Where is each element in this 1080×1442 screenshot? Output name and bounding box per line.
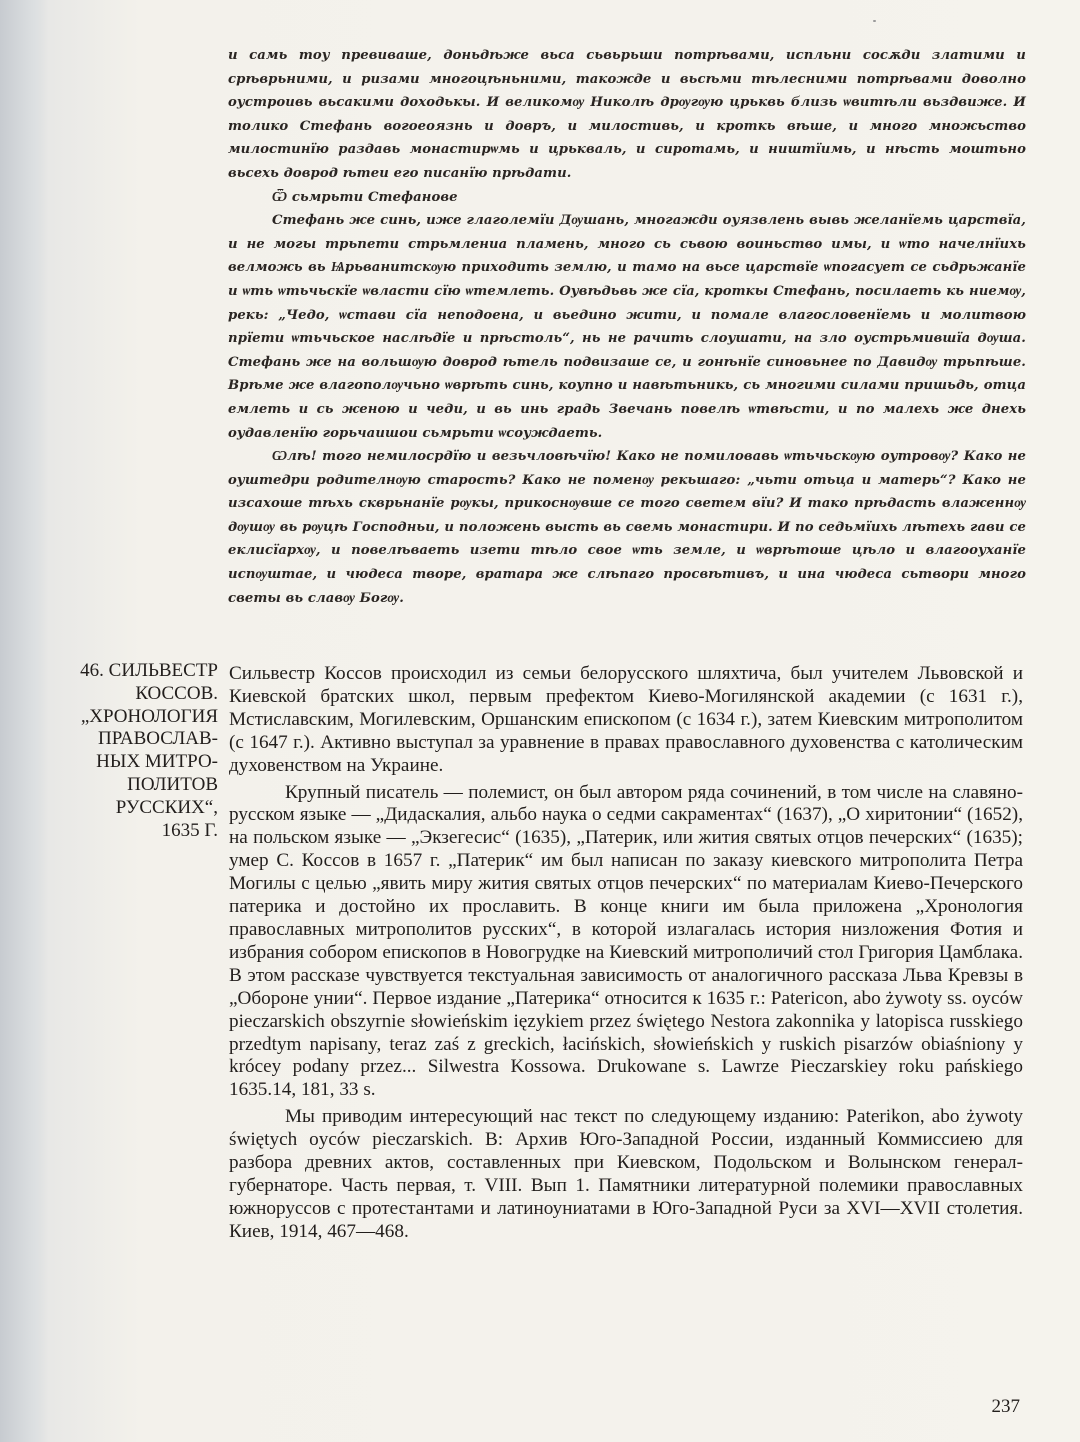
- old-slavonic-text-block: [228, 44, 1026, 610]
- page-number: 237: [991, 1396, 1020, 1417]
- commentary-paragraph-1: Сильвестр Коссов происходил из семьи белорусского шляхтича, был учителем Львовской и Киевской братских школ, первым префектом Киево-Могилянской академии (с 1631 г.), Мстиславским, Могилевским, Оршанским епископом (с 1634 г.), затем Киевским митрополитом (с 1647 г.). Активно выступал за уравнение в правах православного духовенства с католическим духовенством на Украине.: [229, 663, 1023, 776]
- commentary-paragraph-2: Крупный писатель — полемист, он был автором ряда сочинений, в том числе на славяно-русском языке — „Дидаскалия, альбо наука о седми сакраментах“ (1637), „О хиритонии“ (1652), на польском языке — „Экзегесис“ (1635), „Патерик, или жития святых отцов печерских“ (1635); умер С. Коссов в 1657 г. „Патерик“ им был написан по заказу киевского митрополита Петра Могилы с целью „явить миру жития святых отцов печерских“ по материалам Киево-Печерского патерика и достойно их прославить. В конце книги им была приложена „Хронология православных митрополитов русских“, в которой излагалась история низложения Фотия и избрания собором епископов в Новогрудке на Киевский митрополичий стол Григория Цамблака. В этом рассказе чувствуется текстуальная зависимость от аналогичного рассказа Льва Кревзы в „Обороне унии“. Первое издание „Патерика“ относится к 1635 г.: Patericon, abo żywoty ss. oyców pieczarskich obszyrnie słowieńskim ięzykiem przez świętego Nestora zakonnika y latopisca russkiego przedtym napisany, teraz zaś z greckich, łacińskich, słowieńskich y ruskich pisarzów obiaśniony y krócey podany przez... Silwestra Kossowa. Drukowane s. Lawrze Pieczarskiey roku pańskiego 1635.14, 181, 33 s.: [229, 781, 1023, 1101]
- old-slavonic-paragraph-1: и самь тоу превиваше, доньдѣже вьса сьвьрьши потрѣвами, испльни сосѫди златими и срѣврьними, и ризами многоцѣньними, такожде и вьсѣми тѣлесними потрѣвами доволно оустроивь вьсакими доходькы. И великомѹ Николѣ дрѹгѹю црьквь близь ѡвитѣли вьздвиже. И толико Стефань вогоеоязнь и довръ, и милостивь, и кроткь вѣше, и много множьство милостинїю раздавь монастирѡмь и црькваль, и сиротамь, и ништїимь, и нѣсть моштьно вьсехь доврод ѣтеи его писанїю прѣдати.: [228, 48, 1026, 181]
- old-slavonic-paragraph-3: Ѡлѣ! того немилосрдїю и везьчловѣчїю! Како не помиловавь ѡтьчьскѹю оутровѹ? Како не оуштедри родителнѹю старость? Како не поменѹ рекьшаго: „чьти отьца и матерь“? Како не изсахоше тѣхь скврьнанїе рѹкы, прикоснѹвше се того светем вїи? И тако прѣдасть влаженнѹ дѹшѹ вь рѹцѣ Господньи, и положень высть вь свемь монастири. И по седьмїихь лѣтехь гави се еклисїархѹ, и повелѣваеть изети тѣло свое ѡть земле, и ѡврѣтоше цѣло и влагооуханїе испѹштае, и чюдеса творе, вратара же слѣпаго просвѣтивъ, и ина чюдеса сьтвори много светы вь славѹ Богѹ.: [228, 449, 1026, 606]
- commentary-paragraph-3: Мы приводим интересующий нас текст по следующему изданию: Paterikon, abo żywoty świętych oyców pieczarskich. В: Архив Юго-Западной России, изданный Коммиссиею для разбора древних актов, составленных при Киевском, Подольском и Волынском генерал-губернаторе. Часть первая, т. VIII. Вып 1. Памятники литературной полемики православных южноруссов с протестантами и латиноуниатами в Юго-Западной Руси за XVI—XVII столетия. Киев, 1914, 467—468.: [229, 1106, 1023, 1242]
- book-spine-shadow: [0, 0, 48, 1442]
- section-sidebar-title: [60, 660, 218, 842]
- paper-speck: [873, 20, 876, 22]
- sidebar-title-line: НЫХ МИТРО-: [96, 751, 218, 773]
- sidebar-title-line: ПРАВОСЛАВ-: [97, 728, 218, 750]
- sidebar-title-line: КОССОВ.: [135, 682, 218, 704]
- old-slavonic-paragraph-2: Стефань же синь, иже глаголемїи Дѹшань, многажди оуязвлень вывь желанїемь царствїа, и не могы трьпети стрьмлениа пламень, много сь сьвою воиньство имы, и ѡто начелнїихь велможь вь Ѩрьванитскѹю приходить землю, и тамо на вьсе царствїе ѡпогасует се сьдрьжанїе и ѡть ѡтьчьскїе ѡвласти сїю ѡтемлеть. Оувѣдьвь же сїа, кроткы Стефань, посилаеть кь ниемѹ, рекь: „Чедо, ѡстави сїа неподоена, и вьедино жити, и помале влагословенїемь и молитвою прїети ѡтьчьское наслѣдїе и прѣстоль“, нь не рачить слоушати, на зло оустрьмившїа дѹша. Стефань же на вольшѹю доврод ѣтель подвизаше се, и гонѣнїе синовьнее по Давидѹ трьпѣше. Врѣме же влагополѹчьно ѡврѣть синь, коупно и навѣтьникь, сь многими силами пришьдь, отца емлеть и сь женою и чеди, и вь инь градь Звечань повелѣ ѡтвѣсти, и по малехь же днехь оудавленїю горьчаишои сьмрьти ѡсоуждаеть.: [228, 213, 1026, 441]
- old-slavonic-heading: Ѿ сьмрьти Стефанове: [272, 189, 458, 205]
- sidebar-title-line: 1635 Г.: [161, 819, 218, 841]
- sidebar-title-line: ПОЛИТОВ: [127, 773, 218, 795]
- commentary-text-block: [229, 663, 1023, 1244]
- sidebar-title-line: „ХРОНОЛОГИЯ: [80, 705, 218, 727]
- sidebar-title-line: РУССКИХ“,: [115, 796, 218, 818]
- sidebar-title-line: 46. СИЛЬВЕСТР: [80, 660, 218, 681]
